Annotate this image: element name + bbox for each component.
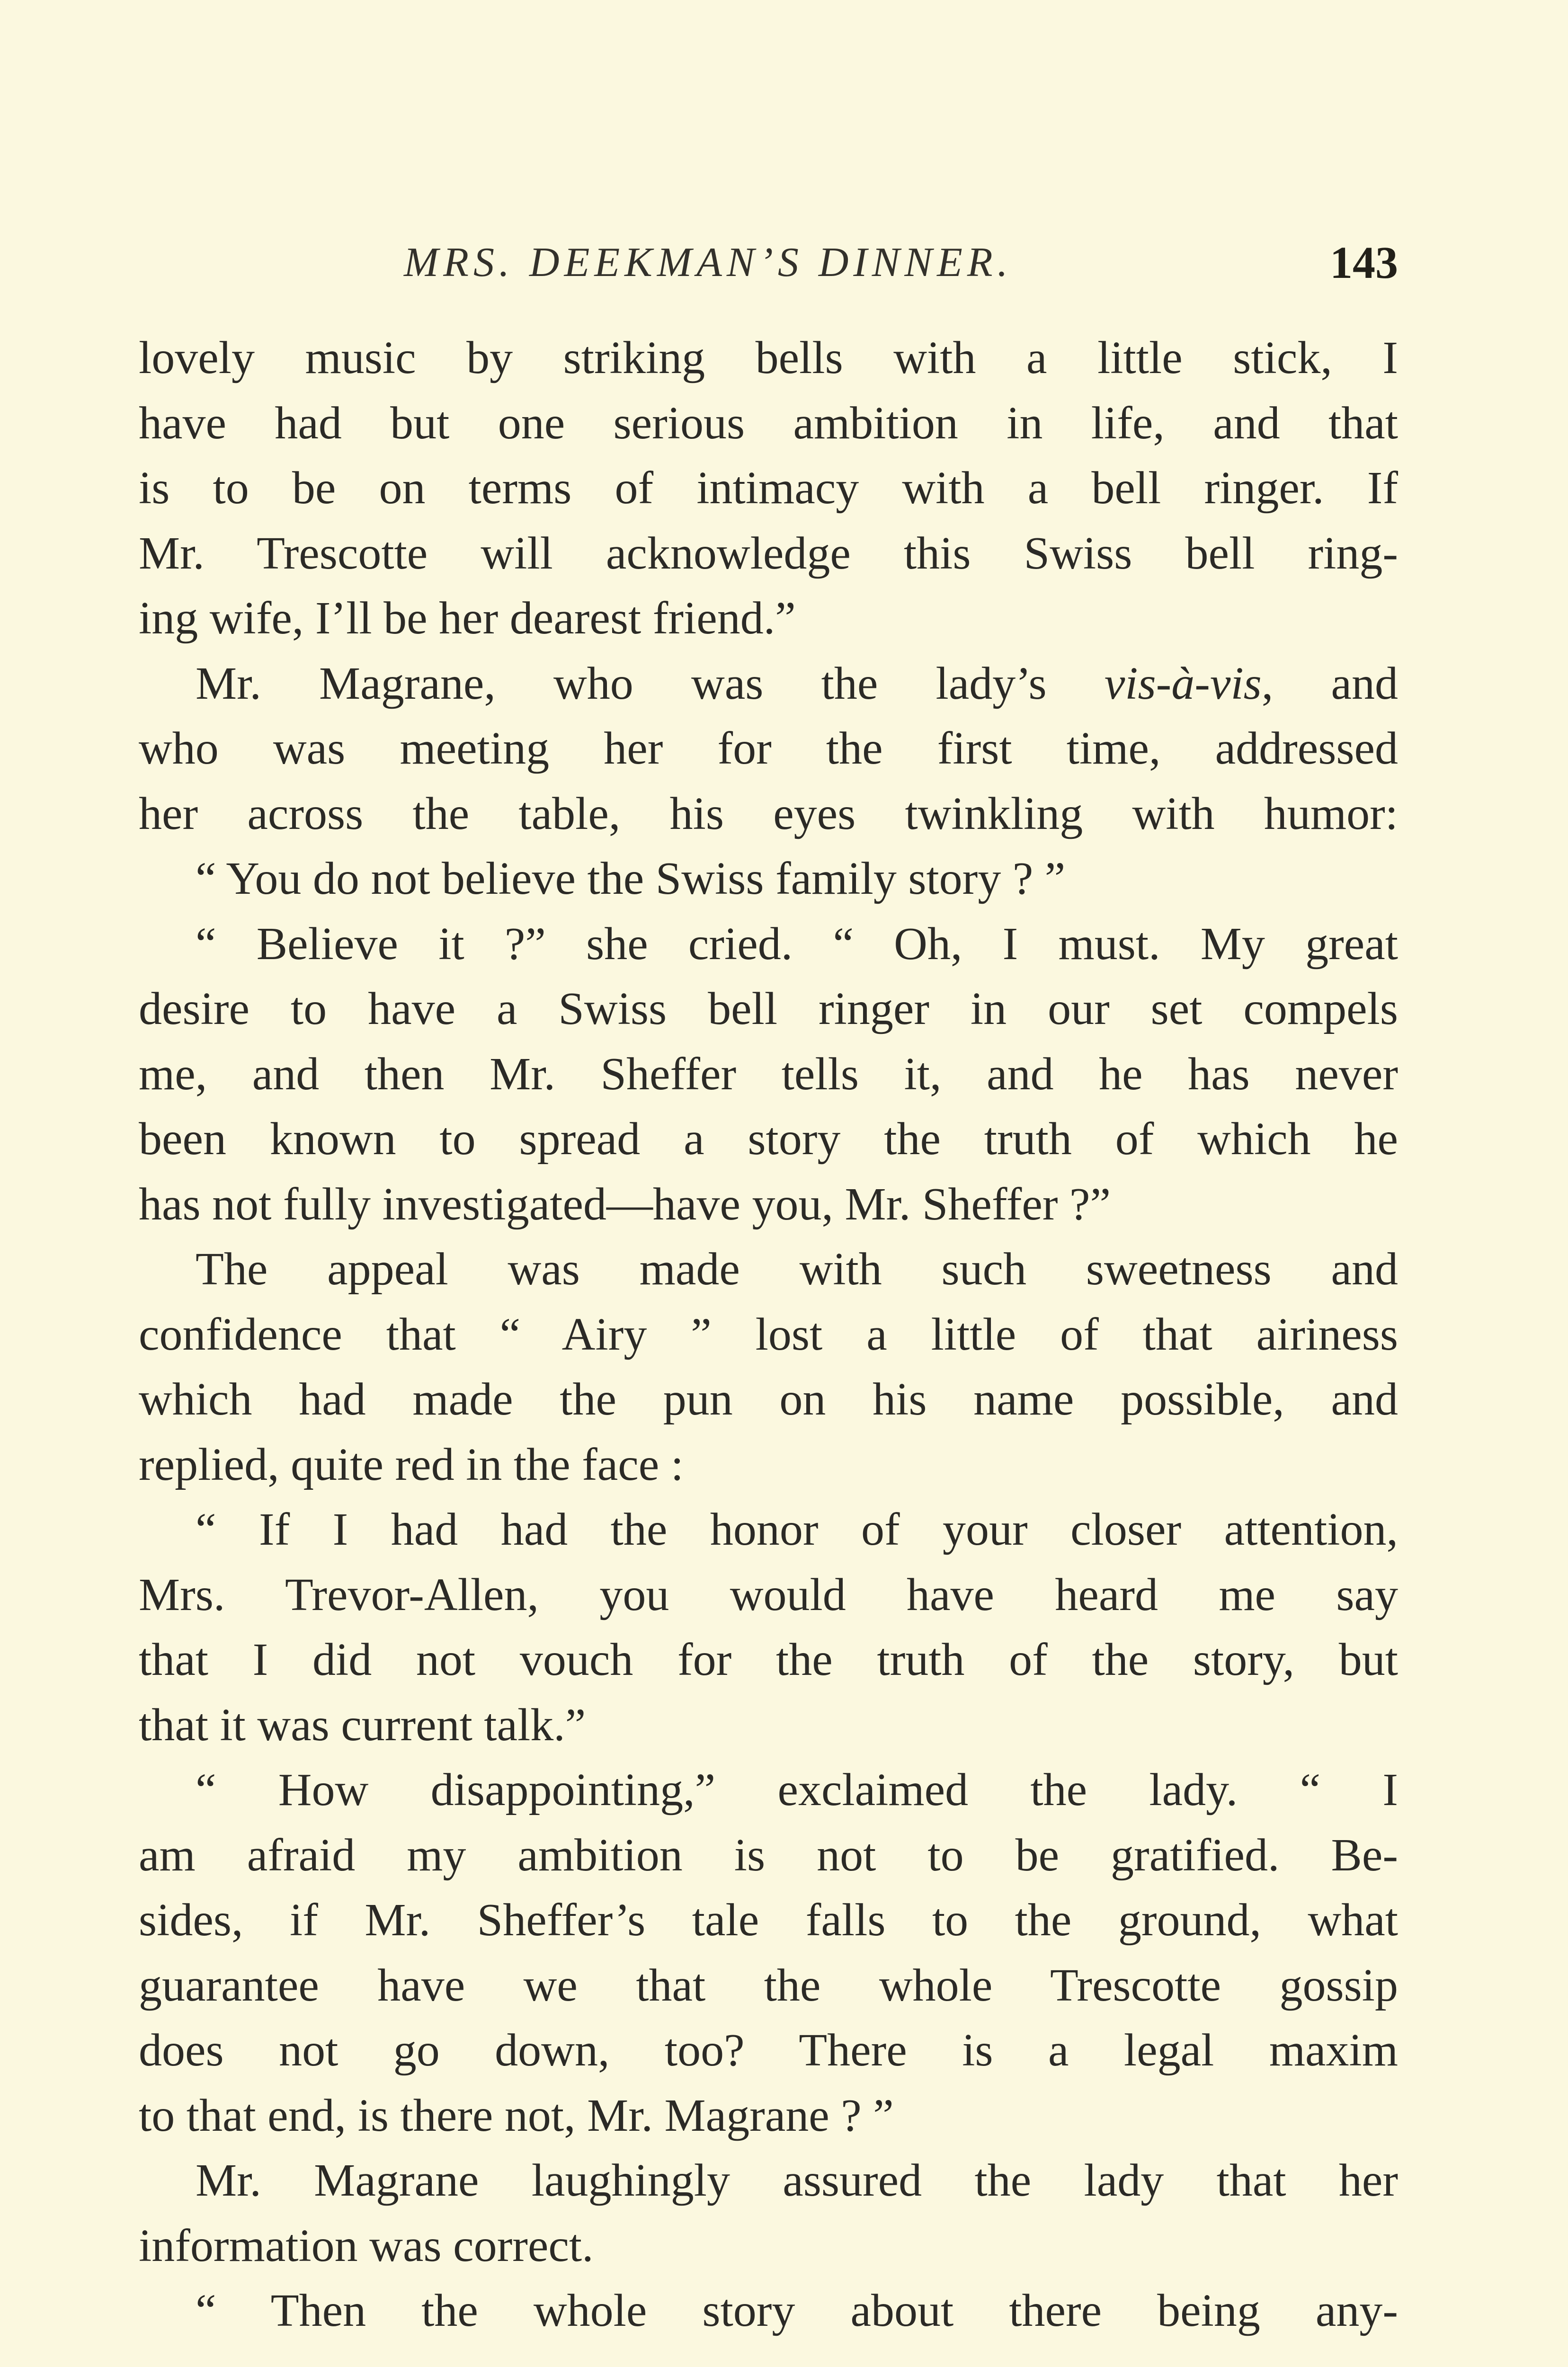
text-line: desire to have a Swiss bell ringer in our set compels: [139, 983, 1398, 1034]
text-line: “ You do not believe the Swiss family story ? ”: [196, 853, 1066, 904]
text-line: “ Believe it ?” she cried. “ Oh, I must. My great: [196, 918, 1398, 970]
text-line: been known to spread a story the truth of which he: [139, 1113, 1398, 1165]
text-line: Mr. Magrane, who was the lady’s vis-à-vis, and: [196, 658, 1398, 709]
text-line: is to be on terms of intimacy with a bell ringer. If: [139, 463, 1398, 514]
text-line: to that end, is there not, Mr. Magrane ? ”: [139, 2090, 894, 2141]
text-line: am afraid my ambition is not to be gratified. Be-: [139, 1829, 1398, 1881]
text-line: Mr. Trescotte will acknowledge this Swiss bell ring-: [139, 527, 1398, 579]
text-line: that I did not vouch for the truth of the story, but: [139, 1634, 1398, 1685]
text-line: “ If I had had the honor of your closer attention,: [196, 1504, 1398, 1555]
text-line: Mrs. Trevor-Allen, you would have heard me say: [139, 1569, 1398, 1620]
text-line: The appeal was made with such sweetness and: [196, 1244, 1398, 1295]
text-line: “ How disappointing,” exclaimed the lady. “ I: [196, 1764, 1398, 1815]
running-title: MRS. DEEKMAN’S DINNER.: [404, 240, 1013, 285]
text-line: does not go down, too? There is a legal maxim: [139, 2025, 1398, 2076]
page-number: 143: [1330, 237, 1398, 288]
text-line: guarantee have we that the whole Trescotte gossip: [139, 1959, 1398, 2011]
text-line: ing wife, I’ll be her dearest friend.”: [139, 593, 796, 644]
text-line: which had made the pun on his name possible, and: [139, 1374, 1398, 1425]
text-line: replied, quite red in the face :: [139, 1439, 684, 1490]
text-line: has not fully investigated—have you, Mr. Sheffer ?”: [139, 1178, 1111, 1230]
text-line: Mr. Magrane laughingly assured the lady that her: [196, 2155, 1398, 2206]
text-line: her across the table, his eyes twinkling with humor:: [139, 788, 1398, 839]
text-line: me, and then Mr. Sheffer tells it, and he has never: [139, 1048, 1398, 1100]
text-line: who was meeting her for the first time, addressed: [139, 723, 1398, 774]
text-line: “ Then the whole story about there being any-: [196, 2285, 1398, 2336]
text-line: have had but one serious ambition in life, and that: [139, 397, 1398, 449]
text-line: sides, if Mr. Sheffer’s tale falls to the ground, what: [139, 1895, 1398, 1946]
text-line: confidence that “ Airy ” lost a little of that airiness: [139, 1308, 1398, 1360]
text-line: lovely music by striking bells with a little stick, I: [139, 332, 1398, 383]
page-header: [139, 232, 1398, 308]
text-line: information was correct.: [139, 2220, 594, 2271]
body-text: [139, 326, 1398, 2344]
text-line: that it was current talk.”: [139, 1699, 586, 1751]
